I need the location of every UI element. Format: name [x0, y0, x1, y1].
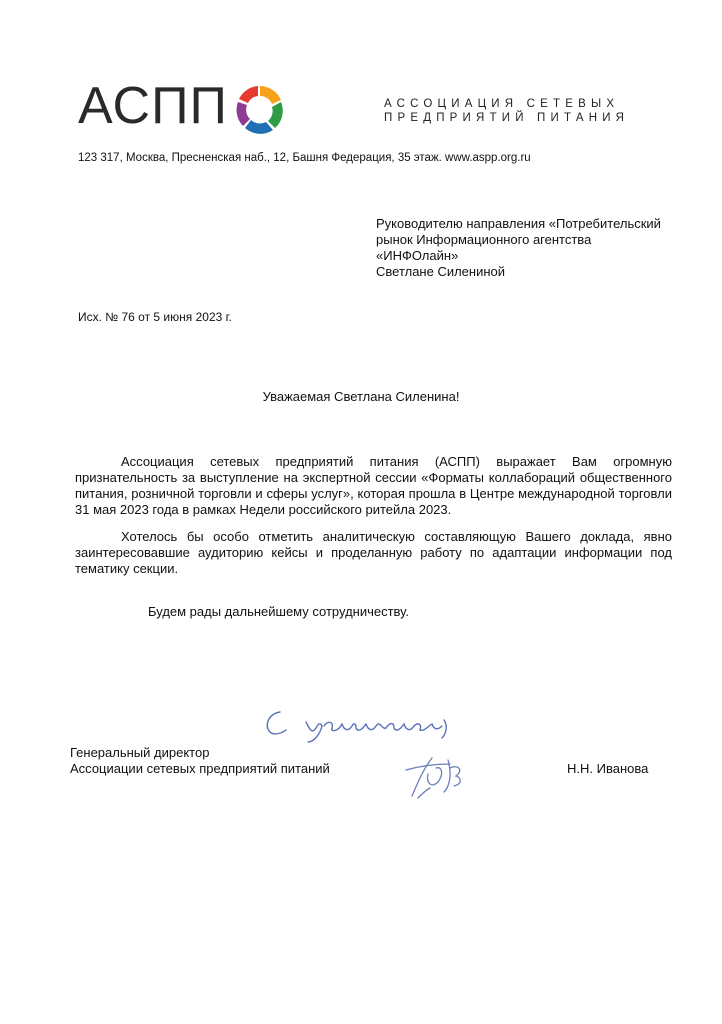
signer-title — [70, 745, 330, 777]
handwritten-regards — [258, 700, 468, 745]
greeting: Уважаемая Светлана Силенина! — [262, 389, 460, 404]
signer-name: Н.Н. Иванова — [567, 761, 649, 776]
recipient-line: Светлане Силениной — [376, 264, 506, 279]
outgoing-reference: Исх. № 76 от 5 июня 2023 г. — [78, 310, 232, 324]
body-paragraph-2: Хотелось бы особо отметить аналитическую составляющую Вашего доклада, явно заинтересовавшие аудиторию кейсы и проделанную работу по адаптации информации под тематику секции. — [75, 529, 672, 576]
signer-title-line1: Генеральный директор — [70, 745, 210, 760]
recipient-line: «ИНФОлайн» — [376, 248, 459, 263]
logo-text: АСПП — [78, 77, 228, 135]
signer-title-line2: Ассоциации сетевых предприятий питаний — [70, 761, 330, 776]
recipient-line: рынок Информационного агентства — [376, 232, 592, 247]
organization-name — [384, 97, 629, 125]
recipient-block — [376, 216, 661, 280]
organization-name-line1: АССОЦИАЦИЯ СЕТЕВЫХ — [384, 98, 620, 110]
organization-address: 123 317, Москва, Пресненская наб., 12, Башня Федерация, 35 этаж. www.aspp.org.ru — [78, 152, 531, 164]
recipient-line: Руководителю направления «Потребительский — [376, 216, 661, 231]
closing-line: Будем рады дальнейшему сотрудничеству. — [148, 604, 409, 619]
body-paragraph-1: Ассоциация сетевых предприятий питания (АСПП) выражает Вам огромную признательность за выступление на экспертной сессии «Форматы коллабораций общественного питания, розничной торговли и сферы услуг», которая прошла в Центре международной торговли 31 мая 2023 года в рамках Недели российского ритейла 2023. — [75, 454, 672, 517]
signature-mark — [392, 744, 488, 802]
logo-icon — [231, 80, 289, 138]
organization-name-line2: ПРЕДПРИЯТИЙ ПИТАНИЯ — [384, 112, 630, 124]
